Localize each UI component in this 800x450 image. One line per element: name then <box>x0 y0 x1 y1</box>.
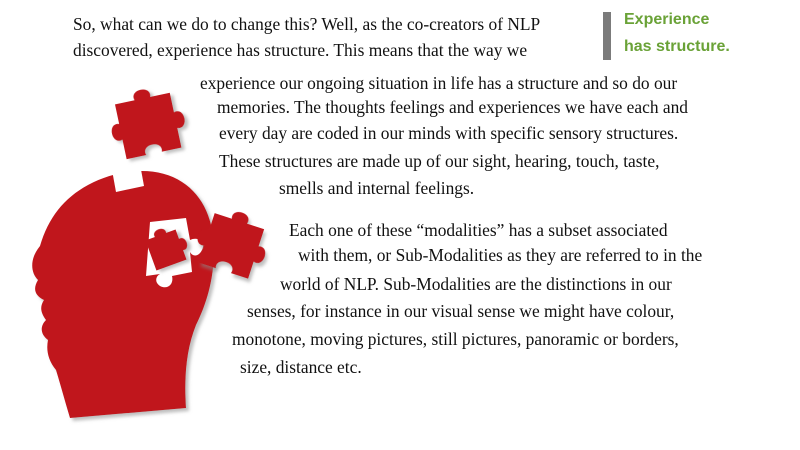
paragraph-2-line: Each one of these “modalities” has a subset associated <box>289 220 668 240</box>
paragraph-1-line: memories. The thoughts feelings and experiences we have each and <box>217 97 688 117</box>
paragraph-1-line: experience our ongoing situation in life has a structure and so do our <box>200 73 678 93</box>
paragraph-1-line: every day are coded in our minds with specific sensory structures. <box>219 123 679 143</box>
head-puzzle-illustration <box>0 0 300 450</box>
paragraph-1-line: These structures are made up of our sight, hearing, touch, taste, <box>219 151 660 171</box>
paragraph-2-line: with them, or Sub-Modalities as they are referred to in the <box>298 245 703 265</box>
paragraph-2-line: senses, for instance in our visual sense we might have colour, <box>247 301 675 321</box>
paragraph-1-line: smells and internal feelings. <box>279 178 475 198</box>
callout-accent-bar <box>603 12 611 60</box>
paragraph-2-line: world of NLP. Sub-Modalities are the distinctions in our <box>280 274 672 294</box>
puzzle-piece-top <box>104 82 190 161</box>
paragraph-1-line: discovered, experience has structure. This means that the way we <box>73 40 528 60</box>
callout-line-1: Experience <box>624 11 710 28</box>
paragraph-1-line: So, what can we do to change this? Well, as the co-creators of NLP <box>73 14 541 34</box>
paragraph-2-line: size, distance etc. <box>240 357 362 377</box>
paragraph-2-line: monotone, moving pictures, still pictures, panoramic or borders, <box>232 329 679 349</box>
head-silhouette <box>32 171 214 418</box>
callout-line-2: has structure. <box>624 38 730 55</box>
